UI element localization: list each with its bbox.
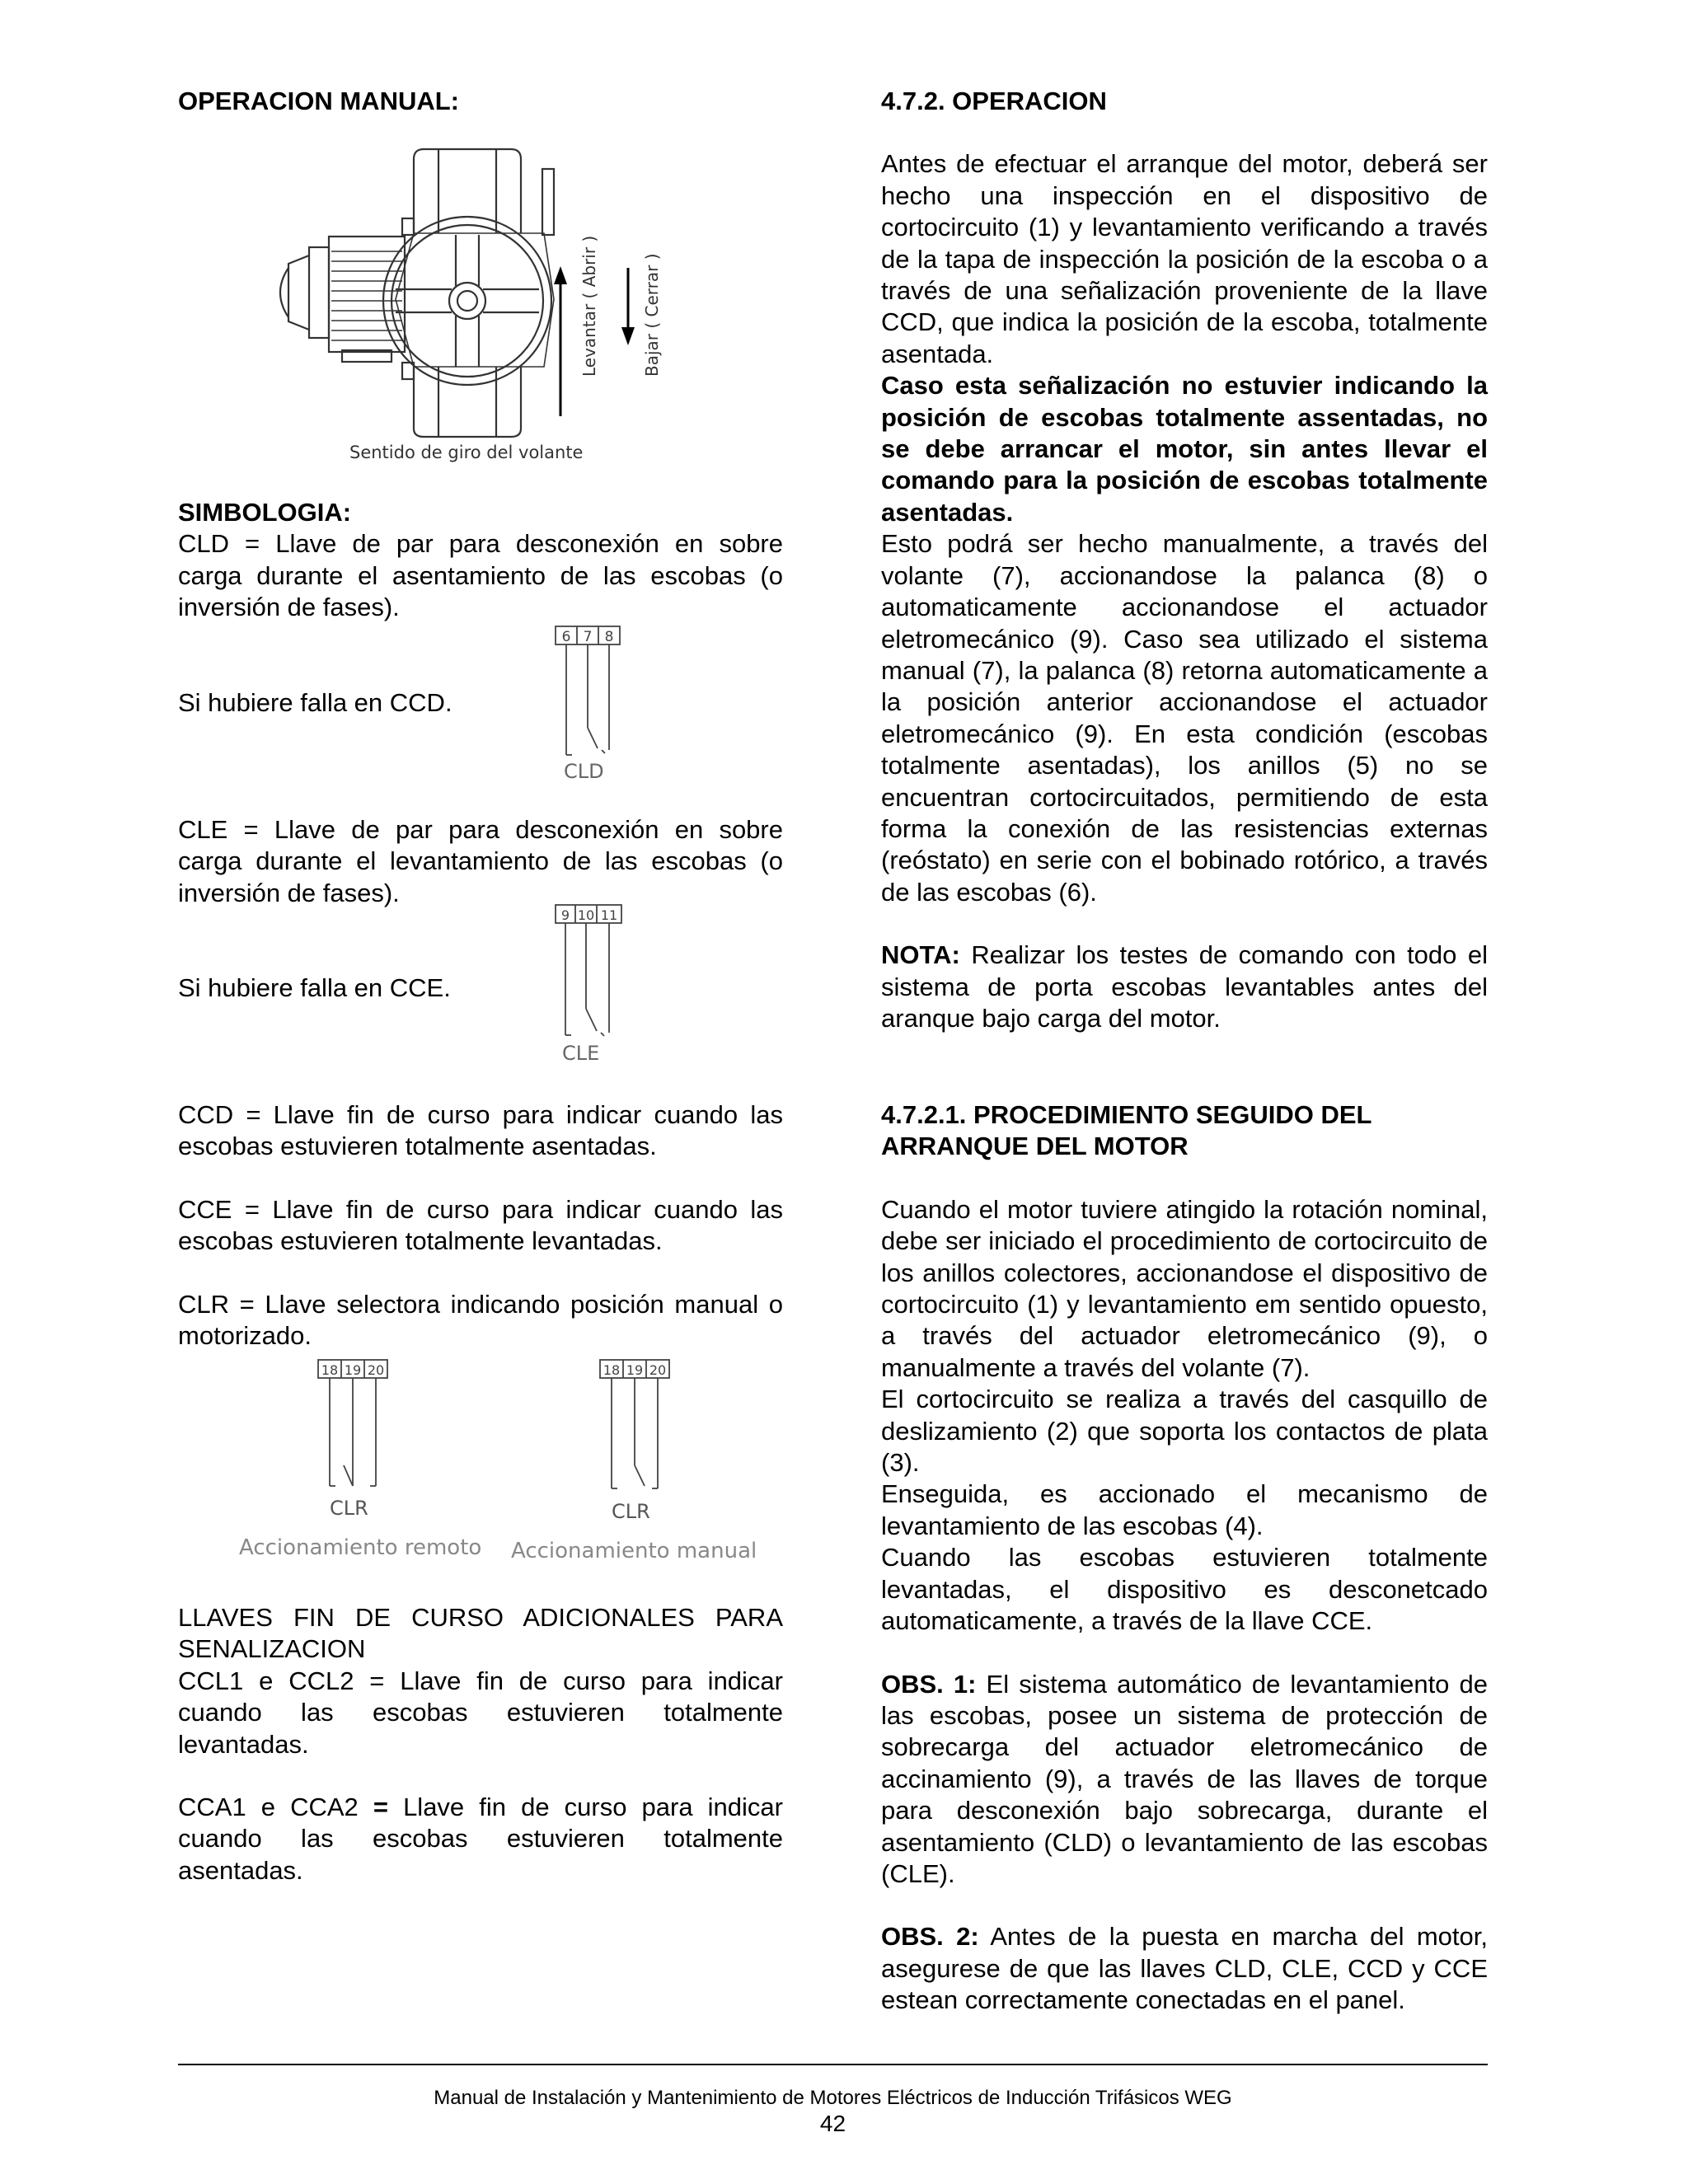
footer-divider	[178, 2064, 1488, 2065]
cld-terminal-1: 6	[561, 629, 571, 645]
obs2-paragraph	[881, 1921, 1488, 2016]
cle-terminal-1: 9	[560, 907, 570, 923]
cce-text: CCE = Llave fin de curso para indicar cuando las escobas estuvieren totalmente levantadas.	[178, 1194, 783, 1256]
actuator-figure	[264, 144, 692, 470]
operacion-para-1: Antes de efectuar el arranque del motor, deberá ser hecho una inspección en el dispositivo de cortocircuito (1) y levantamiento verificando a través de la tapa de inspección la posición de la escoba o a través de una señalización proveniente de la llave CCD, que indica la posición de la escoba, totalmente asentada.	[881, 149, 1488, 368]
clr-manual-terminal-1: 18	[603, 1362, 621, 1378]
heading-operacion: 4.7.2. OPERACION	[881, 87, 1107, 115]
cld-text: CLD = Llave de par para desconexión en sobre carga durante el asentamiento de las escobas (o inversión de fases).	[178, 529, 783, 622]
obs1-text: El sistema automático de levantamiento de las escobas, posee un sistema de protección de sobrecarga del actuador eletromecánico de accinamiento (9), a través de las llaves de torque para desconexión bajo sobrecarga, durante el asentamiento (CLD) o levantamiento de las escobas (CLE).	[881, 1669, 1489, 1888]
nota-label: NOTA:	[881, 940, 960, 970]
right-column	[881, 86, 1488, 1034]
clr-manual-terminal-2: 19	[626, 1362, 644, 1378]
obs1-paragraph	[881, 1669, 1488, 1891]
operacion-para-2: Esto podrá ser hecho manualmente, a través del volante (7), accionandose la palanca (8) o automaticamente accionandose el actuador eletromecánico (9). Caso sea utilizado el sistema manual (7), la palanca (8) retorna automaticamente a la posición anterior accionandose el actuador eletromecánico (9). En esta condición (escobas totalmente asentadas), los anillos (5) no se encuentran cortocircuitados, permitiendo de esta forma la conexión de las resistencias externas (reóstato) en serie con el bobinado rotórico, a través de las escobas (6).	[881, 529, 1488, 907]
heading-procedimiento-line-2: ARRANQUE DEL MOTOR	[881, 1132, 1189, 1161]
symbology-block	[178, 497, 783, 624]
section-title-operacion-manual: OPERACION MANUAL:	[178, 87, 459, 115]
cca-prefix: CCA1 e CCA2	[178, 1793, 373, 1822]
cle-terminal-3: 11	[600, 907, 618, 923]
ccl-text: CCL1 e CCL2 = Llave fin de curso para indicar cuando las escobas estuvieren totalmente levantadas.	[178, 1666, 783, 1759]
cle-text: CLE = Llave de par para desconexión en sobre carga durante el levantamiento de las escobas (o inversión de fases).	[178, 815, 783, 907]
cld-terminal-3: 8	[604, 629, 614, 645]
ccd-text: CCD = Llave fin de curso para indicar cuando las escobas estuvieren totalmente asentadas.	[178, 1100, 783, 1161]
symbology-heading: SIMBOLOGIA:	[178, 498, 352, 527]
figure-label-bajar: Bajar ( Cerrar )	[642, 253, 662, 377]
obs1-label: OBS. 1:	[881, 1669, 977, 1699]
up-arrow-icon	[554, 266, 567, 416]
figure-caption: Sentido de giro del volante	[349, 443, 584, 462]
footer-manual-title: Manual de Instalación y Mantenimiento de Motores Eléctricos de Inducción Trifásicos WEG	[434, 2087, 1232, 2109]
obs2-label: OBS. 2:	[881, 1922, 979, 1952]
page-number: 42	[819, 2111, 846, 2136]
nota-text: Realizar los testes de comando con todo el sistema de porta escobas levantables antes del aranque bajo carga del motor.	[881, 940, 1488, 1033]
procedimiento-para-4: Cuando las escobas estuvieren totalmente levantadas, el dispositivo es desconetcado automaticamente, a través de la llave CCE.	[881, 1543, 1488, 1636]
cca-equals: =	[373, 1793, 388, 1822]
clr-remote-terminal-1: 18	[321, 1362, 339, 1378]
nota-paragraph	[881, 940, 1488, 1034]
cle-label: CLE	[562, 1042, 600, 1065]
down-arrow-icon	[621, 268, 635, 345]
clr-remote-caption: Accionamiento remoto	[239, 1535, 482, 1560]
clr-manual-caption: Accionamiento manual	[511, 1539, 757, 1563]
cld-terminal-2: 7	[583, 629, 593, 645]
cld-fault-text: Si hubiere falla en CCD.	[178, 688, 452, 717]
clr-remote-terminal-3: 20	[367, 1362, 385, 1378]
procedimiento-para-1: Cuando el motor tuviere atingido la rotación nominal, debe ser iniciado el procedimiento de cortocircuito de los anillos colectores, accionandose el dispositivo de cortocircuito (1) y levantamiento em sentido opuesto, a través del actuador eletromecánico (9), o manualmente a través del volante (7).	[881, 1194, 1488, 1382]
procedimiento-para-3: Enseguida, es accionado el mecanismo de levantamiento de las escobas (4).	[881, 1479, 1488, 1540]
clr-remote-diagram	[237, 1358, 501, 1571]
figure-label-levantar: Levantar ( Abrir )	[579, 235, 599, 377]
clr-remote-label: CLR	[330, 1497, 368, 1520]
obs2-text: Antes de la puesta en marcha del motor, asegurese de que las llaves CLD, CLE, CCD y CCE estean correctamente conectadas en el panel.	[881, 1922, 1489, 2015]
clr-manual-label: CLR	[612, 1500, 650, 1523]
cca-paragraph	[178, 1792, 783, 1886]
clr-manual-terminal-3: 20	[649, 1362, 667, 1378]
clr-manual-diagram	[511, 1358, 783, 1571]
cld-label: CLD	[564, 760, 604, 781]
cca-text: Llave fin de curso para indicar cuando las escobas estuvieren totalmente asentadas.	[178, 1793, 783, 1885]
left-column	[178, 86, 783, 117]
cle-fault-text: Si hubiere falla en CCE.	[178, 973, 451, 1002]
procedimiento-para-2: El cortocircuito se realiza a través del casquillo de deslizamiento (2) que soporta los contactos de plata (3).	[881, 1385, 1488, 1478]
heading-procedimiento-line-1: 4.7.2.1. PROCEDIMIENTO SEGUIDO DEL	[881, 1100, 1372, 1129]
operacion-para-1-bold: Caso esta señalización no estuvier indicando la posición de escobas totalmente assentadas, no se debe arrancar el motor, sin antes llevar el comando para la posición de escobas totalmente asentadas.	[881, 371, 1488, 527]
llaves-heading: LLAVES FIN DE CURSO ADICIONALES PARA SENALIZACION	[178, 1603, 783, 1664]
cle-terminal-2: 10	[577, 907, 595, 923]
clr-remote-terminal-2: 19	[344, 1362, 362, 1378]
clr-text: CLR = Llave selectora indicando posición manual o motorizado.	[178, 1289, 783, 1351]
